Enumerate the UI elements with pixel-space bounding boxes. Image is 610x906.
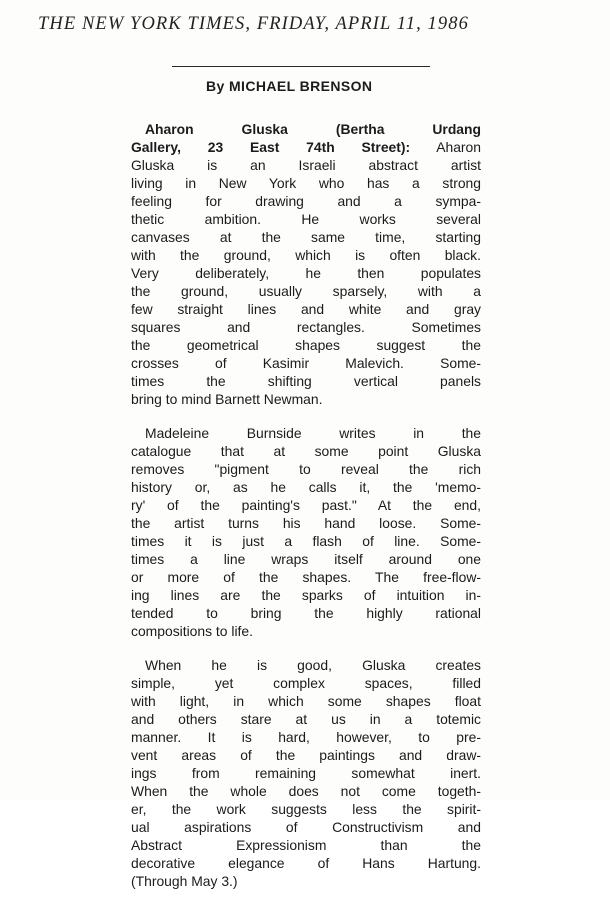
article-paragraph	[131, 424, 481, 640]
article-line	[131, 496, 481, 514]
article-line	[131, 532, 481, 550]
article-line-text: crosses of Kasimir Malevich. Some-	[131, 355, 481, 371]
article-line	[131, 282, 481, 300]
article-line	[131, 710, 481, 728]
article-line	[131, 604, 481, 622]
article-line-text: history or, as he calls it, the 'memo-	[131, 479, 481, 495]
article-line-text: Very deliberately, he then populates	[131, 265, 481, 281]
article-line-text: er, the work suggests less the spirit-	[131, 801, 481, 817]
article-line	[131, 656, 481, 674]
article-line-text: bring to mind Barnett Newman.	[131, 391, 323, 407]
article-line-text: the geometrical shapes suggest the	[131, 337, 481, 353]
article-line	[131, 514, 481, 532]
article-line-text: and others stare at us in a totemic	[131, 711, 481, 727]
article-line	[131, 174, 481, 192]
article-line	[131, 120, 481, 138]
article-line	[131, 550, 481, 568]
article-line-text: Madeleine Burnside writes in the	[145, 425, 481, 441]
article-line	[131, 354, 481, 372]
article-line	[131, 782, 481, 800]
article-line	[131, 318, 481, 336]
article-line	[131, 836, 481, 854]
article-line	[131, 728, 481, 746]
article-line-text: times it is just a flash of line. Some-	[131, 533, 481, 549]
article-paragraph	[131, 120, 481, 408]
article-line	[131, 424, 481, 442]
article-line-text: catalogue that at some point Gluska	[131, 443, 481, 459]
article-line	[131, 622, 481, 640]
article-line	[131, 372, 481, 390]
article-line-text: ual aspirations of Constructivism and	[131, 819, 481, 835]
article-paragraph	[131, 656, 481, 890]
article-line	[131, 586, 481, 604]
article-line-text: manner. It is hard, however, to pre-	[131, 729, 481, 745]
article-line-text: Gluska is an Israeli abstract artist	[131, 157, 481, 173]
article-line-text: compositions to life.	[131, 623, 253, 639]
article-line-text: with light, in which some shapes float	[131, 693, 481, 709]
article-line-text: tended to bring the highly rational	[131, 605, 481, 621]
article-line-text: thetic ambition. He works several	[131, 211, 481, 227]
article-line-text: feeling for drawing and a sympa-	[131, 193, 481, 209]
article-line-text: When he is good, Gluska creates	[145, 657, 481, 673]
article-line	[131, 800, 481, 818]
article-line-text: removes "pigment to reveal the rich	[131, 461, 481, 477]
article-line	[131, 336, 481, 354]
article-line-text: decorative elegance of Hans Hartung.	[131, 855, 481, 871]
article-line	[131, 390, 481, 408]
article-line-text: living in New York who has a strong	[131, 175, 481, 191]
article-line	[131, 746, 481, 764]
article-line	[131, 138, 481, 156]
article-line	[131, 264, 481, 282]
article-line-text: Abstract Expressionism than the	[131, 837, 481, 853]
article-line-text: simple, yet complex spaces, filled	[131, 675, 481, 691]
article-line	[131, 764, 481, 782]
article-line	[131, 854, 481, 872]
article-line-text: vent areas of the paintings and draw-	[131, 747, 481, 763]
article-line	[131, 192, 481, 210]
article-line-text: with the ground, which is often black.	[131, 247, 481, 263]
article-line	[131, 442, 481, 460]
article-line-text: times a line wraps itself around one	[131, 551, 481, 567]
article-line	[131, 692, 481, 710]
article-line-text: Aharon Gluska (Bertha Urdang	[145, 121, 481, 137]
article-line	[131, 460, 481, 478]
masthead-dateline: THE NEW YORK TIMES, FRIDAY, APRIL 11, 1986	[38, 14, 469, 34]
article-line-text: (Through May 3.)	[131, 873, 238, 889]
article-line	[131, 674, 481, 692]
article-line	[131, 872, 481, 890]
article-line-text: squares and rectangles. Sometimes	[131, 319, 481, 335]
article-line	[131, 246, 481, 264]
article-line-text: When the whole does not come togeth-	[131, 783, 481, 799]
article-line-text: canvases at the same time, starting	[131, 229, 481, 245]
article-line-text: times the shifting vertical panels	[131, 373, 481, 389]
article-line	[131, 300, 481, 318]
article-line	[131, 228, 481, 246]
article-line	[131, 156, 481, 174]
article-line-text: Gallery, 23 East 74th Street): Aharon	[131, 139, 481, 155]
article-line-text: ry' of the painting's past." At the end,	[131, 497, 481, 513]
article-line	[131, 818, 481, 836]
byline: By MICHAEL BRENSON	[206, 78, 373, 94]
article-line-text: the artist turns his hand loose. Some-	[131, 515, 481, 531]
article-column	[131, 120, 481, 906]
article-line	[131, 478, 481, 496]
article-line	[131, 568, 481, 586]
article-line-text: few straight lines and white and gray	[131, 301, 481, 317]
article-line-text: ing lines are the sparks of intuition in-	[131, 587, 481, 603]
byline-rule	[172, 66, 430, 67]
article-line-text: or more of the shapes. The free-flow-	[131, 569, 481, 585]
article-line-text: ings from remaining somewhat inert.	[131, 765, 481, 781]
article-line	[131, 210, 481, 228]
article-line-text: the ground, usually sparsely, with a	[131, 283, 481, 299]
